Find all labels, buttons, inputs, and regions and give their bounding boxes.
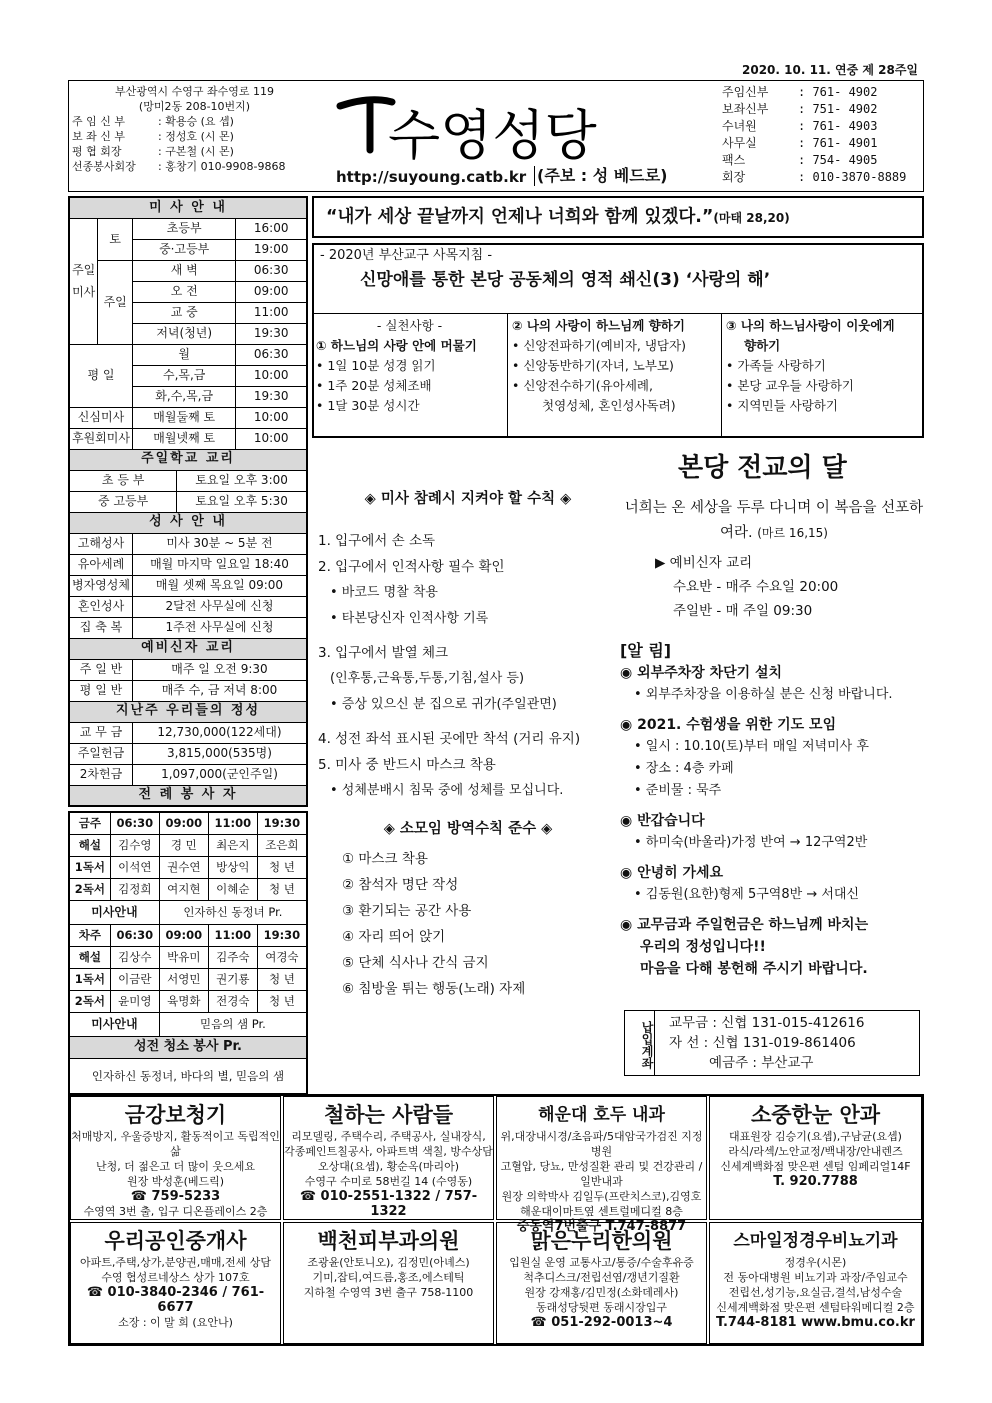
ad-line: 조광윤(안토니오), 김정민(아녜스) — [307, 1256, 470, 1269]
mass-rules: ◈ 미사 참례시 지켜야 할 수칙 ◈ 1. 입구에서 손 소독 2. 입구에서 인적사항 필수 확인 • 바코드 명찰 착용 • 타본당신자 인적사항 기록 3. 입구에서 발열 체크 (인후통,근육통,두통,기침,설사 등) • 증상 있으신 분 집으로 귀가(주일관면) 4. 성전 좌석 표시된 곳에만 착석 (거리 유지) 5. 미사 중 반드시 마스크 착용 • 성체분배시 침묵 중에 성체를 모십니다. ◈ 소모임 방역수칙 준수 ◈ ① 마스크 착용 ② 참석자 명단 작성 ③ 환기되는 공간 사용 ④ 자리 띄어 앉기 ⑤ 단체 식사나 간식 금지 ⑥ 침방울 튀는 행동(노래) 자제 — [318, 491, 581, 997]
ad-line: 원장 의학박사 김일두(프란치스코),김영호 — [501, 1190, 702, 1203]
ad-line: 전 동아대병원 비뇨기과 과장/주임교수 — [723, 1271, 908, 1284]
ad-name: 해운대 호두 내과 — [538, 1105, 665, 1125]
ad-line: 입원실 운영 교통사고/통증/수술후유증 — [509, 1256, 694, 1269]
ad-line: 해운대이마트옆 센트럴메디컬 8층 — [520, 1205, 683, 1218]
ad-line: 수영역 3번 출, 입구 디온플레이스 2층 — [83, 1205, 268, 1218]
ad-line: 고혈압, 당뇨, 만성질환 관리 및 건강관리 / 일반내과 — [500, 1160, 703, 1188]
ad-line: 동래성당뒷편 동래시장입구 — [535, 1301, 667, 1314]
ad-line: 각종페인트칠공사, 아파트벽 색칠, 방수상담 — [284, 1145, 493, 1158]
ad-line: 위,대장내시경/초음파/5대암국가검진 지정병원 — [500, 1130, 703, 1158]
advertisement — [70, 1096, 281, 1220]
policy-subtitle: - 2020년 부산교구 사목지침 - — [320, 248, 493, 263]
cleaning-groups: 인자하신 동정녀, 바다의 별, 믿음의 샘 — [69, 1058, 307, 1094]
ad-name: 스마일정경우비뇨기과 — [733, 1231, 898, 1251]
ad-line: 수영 협성르네상스 상가 107호 — [101, 1271, 250, 1284]
payment-accounts: 납입계좌 교무금 : 신협 131-015-412616 자 선 : 신협 131-019-861406 예금주 : 부산교구 — [624, 1010, 920, 1076]
server-row: 해설 김수영 경 민 최은지 조은희 — [69, 834, 307, 856]
bulletin-patron: (주보 : 성 베드로) — [534, 166, 667, 186]
staff-row: 평 협 회장 : 구본철 (시 몬) — [72, 145, 234, 158]
ad-line: 신세계백화점 맞은편 센텀 임페리얼14F — [720, 1160, 911, 1173]
ad-name: 금강보청기 — [124, 1103, 227, 1127]
ad-line: 신세계백화점 맞은편 센텀타워메디컬 2층 — [716, 1301, 915, 1314]
staff-row: 보 좌 신 부 : 정성호 (시 몬) — [72, 130, 234, 143]
advertisement — [283, 1096, 494, 1220]
ad-line: 지하철 수영역 3번 출구 758-1100 — [303, 1286, 474, 1299]
ad-line: ☎ 759-5233 — [130, 1189, 221, 1204]
ad-line: 아파트,주택,상가,분양권,매매,전세 상담 — [80, 1256, 271, 1269]
server-row: 금주 06:30 09:00 11:00 19:30 — [69, 812, 307, 834]
ad-line: ☎ 010-3840-2346 / 761-6677 — [86, 1285, 265, 1315]
ad-line: 전립선,성기능,요실금,결석,남성수술 — [728, 1286, 903, 1299]
server-row: 1독서 이석연 권수연 방상익 청 년 — [69, 856, 307, 878]
ad-line: 정경우(시몬) — [784, 1256, 847, 1269]
policy-columns: - 실천사항 - ① 하느님의 사랑 안에 머물기 • 1일 10분 성경 읽기 • 1주 20분 성체조배 • 1달 30분 성시간 ② 나의 사랑이 하느님께 향하기 • 신앙전파하기(예비자, 냉담자) • 신앙동반하기(자녀, 노부모) • 신앙전수하기(유아세례, 첫영성체, 혼인성사독려) ③ 나의 하느님사랑이 이웃에게 향하기 • 가족들 사랑하기 • 본당 교우들 사랑하기 • 지역민들 사랑하기 — [312, 313, 924, 438]
staff-row: 선종봉사회장 : 홍창기 010-9908-9868 — [72, 160, 286, 173]
advertisement — [709, 1096, 922, 1220]
advertisement — [283, 1222, 494, 1344]
ad-line: 처매방지, 우울증방지, 활동적이고 독립적인 삶 — [71, 1130, 280, 1158]
advertisement — [709, 1222, 922, 1344]
advertisement — [496, 1222, 707, 1344]
ad-name: 백천피부과의원 — [317, 1229, 460, 1253]
ad-line: 중동역7번출구 T.747-8877 — [516, 1219, 687, 1234]
address-line: (망미2동 208-10번지) — [138, 100, 251, 113]
notices: [알 림] ◉ 외부주차장 차단기 설치 • 외부주차장을 이용하실 분은 신청 바랍니다. ◉ 2021. 수험생을 위한 기도 모임 • 일시 : 10.10(토)부터 매일 저녁미사 후 • 장소 : 4층 카페 • 준비물 : 묵주 ◉ 반갑습니다 • 하미숙(바울라)가정 반여 → 12구역2반 ◉ 안녕히 가세요 • 김동원(요한)형제 5구역8반 → 서대신 ◉ 교무금과 주일헌금은 하느님께 바치는 우리의 정성입니다!! 마음을 다해 봉헌해 주시기 바랍니다. — [620, 641, 893, 977]
ad-line: T. 920.7788 — [773, 1174, 858, 1189]
ad-line: 오상대(요셉), 황순옥(마리아) — [317, 1160, 460, 1173]
ad-line: 기미,잡티,여드름,홍조,에스테틱 — [312, 1271, 465, 1284]
ad-line: 원장 박성훈(베드릭) — [126, 1175, 225, 1188]
staff-row: 주 임 신 부 : 확용승 (요 셉) — [72, 115, 234, 128]
ad-line: ☎ 010-2551-1322 / 757-1322 — [299, 1189, 478, 1219]
parish-info — [72, 84, 317, 174]
ad-name: 우리공인중개사 — [104, 1229, 247, 1253]
ad-line: 리모델링, 주택수리, 주택공사, 실내장식, — [291, 1130, 486, 1143]
ad-line: 원장 강재홍/김민정(소화데레사) — [524, 1286, 679, 1299]
svg-text:수영성당: 수영성당 — [388, 104, 597, 167]
cleaning-title: 성전 청소 봉사 Pr. — [69, 1036, 307, 1058]
ad-line: 척추디스크/전립선염/갱년기질환 — [523, 1271, 680, 1284]
server-row: 해설 김상수 박유미 김주숙 여경숙 — [69, 946, 307, 968]
server-row: 2독서 윤미영 육명화 전경숙 청 년 — [69, 990, 307, 1012]
website-link[interactable]: http://suyoung.catb.kr — [336, 168, 527, 186]
ad-name: 소중한눈 안과 — [750, 1103, 881, 1127]
advertisement — [496, 1096, 707, 1234]
server-mass-guide: 미사안내 인자하신 동정녀 Pr. — [69, 900, 307, 924]
parish-logo — [330, 88, 710, 168]
advertisement — [70, 1222, 281, 1344]
server-row: 1독서 이금란 서영민 권기룡 청 년 — [69, 968, 307, 990]
issue-date: 2020. 10. 11. 연중 제 28주일 — [742, 63, 919, 77]
contact-list: 주임신부 : 761- 4902 보좌신부 : 751- 4902 수녀원 : 761- 4903 사무실 : 761- 4901 팩스 : 754- 4905 회장 : 010-3870-8889 — [722, 85, 907, 184]
ad-line: 난청, 더 젊은고 더 많이 웃으세요 — [95, 1160, 256, 1173]
ad-line: 소장 : 이 말 희 (요안나) — [118, 1316, 233, 1329]
server-mass-guide: 미사안내 믿음의 샘 Pr. — [69, 1012, 307, 1036]
ad-line: 라식/라섹/노안교정/백내장/안내렌즈 — [728, 1145, 903, 1158]
address-line: 부산광역시 수영구 좌수영로 119 — [115, 85, 274, 98]
ad-name: 맑은누리한의원 — [530, 1229, 673, 1253]
ad-line: ☎ 051-292-0013~4 — [530, 1315, 673, 1330]
ad-line: 수영구 수미로 58번길 14 (수영동) — [304, 1175, 473, 1188]
mission-month-title: 본당 전교의 달 — [678, 453, 847, 483]
ad-line: 대표원장 김승기(요셉),구남균(요셉) — [729, 1130, 902, 1143]
ad-line: T.744-8181 www.bmu.co.kr — [716, 1315, 915, 1330]
weekly-quote: “내가 세상 끝날까지 언제나 너희와 함께 있겠다.”(마태 28,20) — [312, 196, 924, 238]
server-row: 차주 06:30 09:00 11:00 19:30 — [69, 924, 307, 946]
schedule-table: 미 사 안 내 주일미사 토 초등부 16:00 중·고등부 19:00 주일 새 벽 06:30 오 전 09:00 교 중 11:00 저녁(청년) 19:30 평 일 월 06:30 수,목,금 10:00 화,수,목,금 19:30 신심미사 매월둘째 토 10:00 후원회미사 매월넷째 토 10:00 주일학교 교리 초 등 부 토요일 오후 3:00 중 고등부 토요일 오후 5:30 성 사 안 내 고해성사 미사 30분 ~ 5분 전 유아세례 매월 마지막 일요일 18:40 병자영성체 매월 셋째 목요일 09:00 혼인성사 2달전 사무실에 신청 집 축 복 1주전 사무실에 신청 예비신자 교리 주 일 반 매주 일 오전 9:30 평 일 반 매주 수, 금 저녁 8:00 지난주 우리들의 정성 교 무 금 12,730,000(122세대) 주일헌금 3,815,000(535명) 2차헌금 1,097,000(군인주일) 전 례 봉 사 자 — [68, 196, 308, 807]
mission-verse: 너희는 온 세상을 두루 다니며 이 복음을 선포하여라. (마르 16,15) — [624, 500, 924, 541]
server-row: 2독서 김정희 여지현 이혜순 청 년 — [69, 878, 307, 900]
policy-title: 신망애를 통한 본당 공동체의 영적 쇄신(3) ‘사랑의 해’ — [360, 270, 771, 290]
ad-name: 철하는 사람들 — [323, 1103, 454, 1127]
servers-table — [68, 811, 308, 1095]
catechumen-schedule: ▶ 예비신자 교리 수요반 - 매주 수요일 20:00 주일반 - 매 주일 09:30 — [655, 555, 839, 619]
